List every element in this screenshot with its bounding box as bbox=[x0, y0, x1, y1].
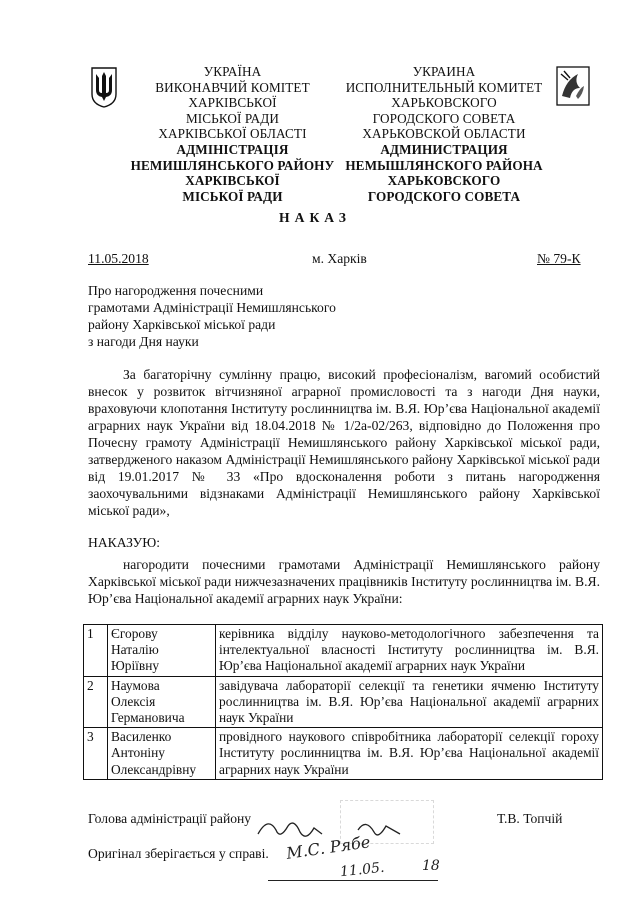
header-left-line: УКРАЇНА bbox=[203, 64, 262, 79]
header-right-bold-line: ГОРОДСКОГО СОВЕТА bbox=[367, 188, 521, 204]
recipient-name-line: Василенко bbox=[111, 729, 172, 745]
order-word: НАКАЗУЮ: bbox=[88, 535, 161, 550]
recipient-position: завідувача лабораторії селекції та генетики ячменю Інституту рослинництва ім. В.Я. Юр’єва Національної академії аграрних наук України bbox=[216, 676, 603, 728]
recipient-number: 1 bbox=[84, 625, 108, 677]
document-title: НАКАЗ bbox=[279, 210, 351, 225]
header-left-bold-line: НЕМИШЛЯНСЬКОГО РАЙОНУ bbox=[130, 157, 335, 173]
header-right-line: ХАРЬКОВСКОГО bbox=[391, 95, 497, 111]
recipient-name-line: Юріївну bbox=[111, 658, 160, 674]
header-right-line: УКРАИНА bbox=[412, 64, 476, 79]
handwritten-underline bbox=[268, 880, 438, 881]
signature-position: Голова адміністрації району bbox=[88, 811, 252, 826]
recipients-table bbox=[83, 624, 603, 780]
header-left bbox=[120, 64, 345, 204]
recipient-position: керівника відділу науково-методологічного забезпечення та інтелектуальної власності Інституту рослинництва ім. В.Я. Юр’єва Національної академії аграрних наук України bbox=[216, 625, 603, 677]
subject-line: району Харківської міської ради bbox=[88, 317, 276, 332]
signature-name: Т.В. Топчій bbox=[497, 811, 563, 826]
header-right-line: ХАРЬКОВСКОЙ ОБЛАСТИ bbox=[362, 126, 526, 142]
order-number: № 79-К bbox=[537, 251, 581, 266]
recipient-name-line: Германовича bbox=[111, 710, 185, 726]
ukraine-trident-emblem-icon bbox=[90, 66, 118, 108]
subject-line: з нагоди Дня науки bbox=[88, 334, 199, 349]
handwritten-date: 11.05. bbox=[339, 859, 386, 881]
order-date: 11.05.2018 bbox=[88, 251, 149, 266]
kharkiv-city-emblem-icon bbox=[556, 66, 590, 106]
recipient-name bbox=[108, 676, 216, 728]
header-right bbox=[333, 64, 555, 204]
recipient-name-line: Наумова bbox=[111, 677, 160, 693]
original-note: Оригінал зберігається у справі. bbox=[88, 846, 269, 861]
recipient-name bbox=[108, 625, 216, 677]
header-right-line: ИСПОЛНИТЕЛЬНЫЙ КОМИТЕТ bbox=[345, 79, 543, 95]
recipient-name-line: Олексія bbox=[111, 693, 156, 709]
order-subject bbox=[88, 282, 388, 350]
recipient-name-line: Антоніну bbox=[111, 745, 165, 761]
header-left-line: ВИКОНАВЧИЙ КОМІТЕТ bbox=[155, 79, 310, 95]
order-text: нагородити почесними грамотами Адміністрації Немишлянського району Харківської міської ради нижчезазначених працівників Інституту рослинництва ім. В.Я. Юр’єва Національної академії аграрних наук України: bbox=[88, 557, 600, 606]
header-left-bold-line: АДМІНІСТРАЦІЯ bbox=[176, 141, 289, 157]
preamble-paragraph: За багаторічну сумлінну працю, високий професіоналізм, вагомий особистий внесок у розвиток вітчизняної аграрної промисловості та з нагоди Дня науки, враховуючи клопотання Інституту рослинництва ім. В.Я. Юр’єва Національної академії аграрних наук України від 18.04.2018 № 1/2а-02/263, відповідно до Положення про Почесну грамоту Адміністрації Немишлянського району Харківської міської ради, затвердженого наказом Адміністрації Немишлянського району Харківської міської ради від 19.01.2017 № 33 «Про вдосконалення роботи з питань нагородження заохочувальними відзнаками Адміністрації Немишлянського району Харківської міської ради», bbox=[88, 367, 600, 518]
header-left-line: ХАРКІВСЬКОЇ ОБЛАСТІ bbox=[158, 126, 307, 142]
recipient-position: провідного наукового співробітника лабораторії селекції гороху Інституту рослинництва ім. В.Я. Юр’єва Національної академії аграрних наук України bbox=[216, 728, 603, 780]
header-right-bold-line: ХАРЬКОВСКОГО bbox=[387, 173, 501, 189]
handwritten-year: 18 bbox=[422, 858, 440, 874]
table-row bbox=[84, 676, 603, 728]
header-left-line: МІСЬКОЇ РАДИ bbox=[185, 110, 280, 126]
recipient-name bbox=[108, 728, 216, 780]
header-right-line: ГОРОДСКОГО СОВЕТА bbox=[372, 110, 516, 126]
recipient-number: 2 bbox=[84, 676, 108, 728]
header-right-bold-line: НЕМЫШЛЯНСКОГО РАЙОНА bbox=[345, 157, 543, 173]
recipient-name-line: Наталію bbox=[111, 642, 159, 658]
recipient-name-line: Олександрівну bbox=[111, 761, 197, 777]
handwritten-initials: М.С. Рябе bbox=[285, 832, 372, 863]
table-row bbox=[84, 625, 603, 677]
header-left-bold-line: МІСЬКОЇ РАДИ bbox=[182, 188, 283, 204]
header-left-bold-line: ХАРКІВСЬКОЇ bbox=[185, 173, 280, 189]
header-left-line: ХАРКІВСЬКОЇ bbox=[188, 95, 277, 111]
recipient-number: 3 bbox=[84, 728, 108, 780]
recipient-name-line: Єгорову bbox=[111, 626, 158, 641]
header-right-bold-line: АДМИНИСТРАЦИЯ bbox=[380, 141, 508, 157]
table-row bbox=[84, 728, 603, 780]
subject-line: грамотами Адміністрації Немишлянського bbox=[88, 300, 336, 315]
subject-line: Про нагородження почесними bbox=[88, 283, 264, 298]
order-city: м. Харків bbox=[312, 251, 367, 266]
